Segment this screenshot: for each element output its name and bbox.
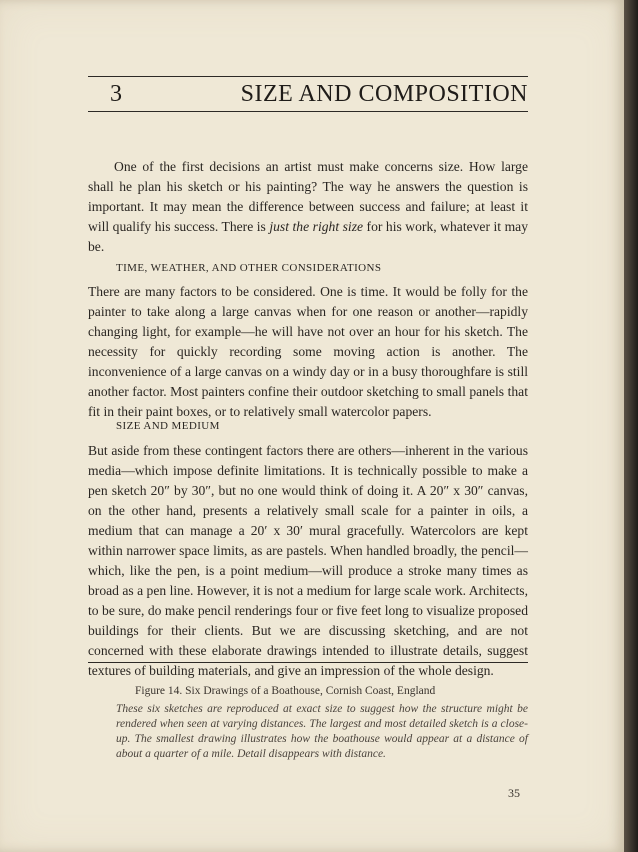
- figure-title: Figure 14. Six Drawings of a Boathouse, Cornish Coast, England: [135, 685, 436, 697]
- section-heading-size-medium: SIZE AND MEDIUM: [116, 420, 220, 432]
- emphasis-text: just the right size: [269, 219, 364, 234]
- chapter-header: [88, 78, 528, 110]
- book-edge-shadow: [624, 0, 638, 852]
- page-number: 35: [508, 786, 520, 800]
- figure-divider-rule: [88, 662, 528, 663]
- figure-caption: These six sketches are reproduced at exact size to suggest how the structure might be rendered when seen at varying distances. The largest and most detailed sketch is a close-up. The smallest drawing illustrates how the boathouse would appear at a distance of about a quarter of a mile. Detail disappears with distance.: [116, 703, 528, 760]
- section2-paragraph: But aside from these contingent factors there are others—inherent in the various media—which impose definite limitations. It is technically possible to make a pen sketch 20″ by 30″, but no one would think of doing it. A 20″ x 30″ canvas, on the other hand, presents a relatively small scale for a painter in oils, a medium that can manage a 20′ x 30′ mural gracefully. Watercolors are kept within narrower space limits, as are pastels. When handled broadly, the pencil—which, like the pen, is a point medium—will produce a stroke many times as broad as a pen line. However, it is not a medium for large scale work. Architects, to be sure, do make pencil renderings four or five feet long to visualize proposed buildings for their clients. But we are discussing sketching, and are not concerned with these elaborate drawings intended to illustrate details, suggest textures of building materials, and give an impression of the whole design.: [88, 443, 528, 678]
- chapter-number: 3: [110, 81, 122, 107]
- header-bottom-rule: [88, 111, 528, 112]
- top-rule: [88, 76, 528, 77]
- chapter-title: SIZE AND COMPOSITION: [240, 81, 528, 107]
- section1-paragraph: There are many factors to be considered. One is time. It would be folly for the painter to take along a large canvas when for one reason or another—rapidly changing light, for example—he will have not over an hour for his sketch. The necessity for quickly recording some moving action is another. The inconvenience of a large canvas on a windy day or in a busy thoroughfare is still another factor. Most painters confine their outdoor sketching to small panels that fit in their paint boxes, or to relatively small watercolor papers.: [88, 284, 528, 419]
- section-heading-time-weather: TIME, WEATHER, AND OTHER CONSIDERATIONS: [116, 262, 382, 274]
- intro-paragraph: One of the first decisions an artist must make concerns size. How large shall he plan his sketch or his painting? The way he answers the question is important. It may mean the difference between success and failure; at least it will qualify his success. There is just the right size for his work, whatever it may be.: [88, 159, 528, 254]
